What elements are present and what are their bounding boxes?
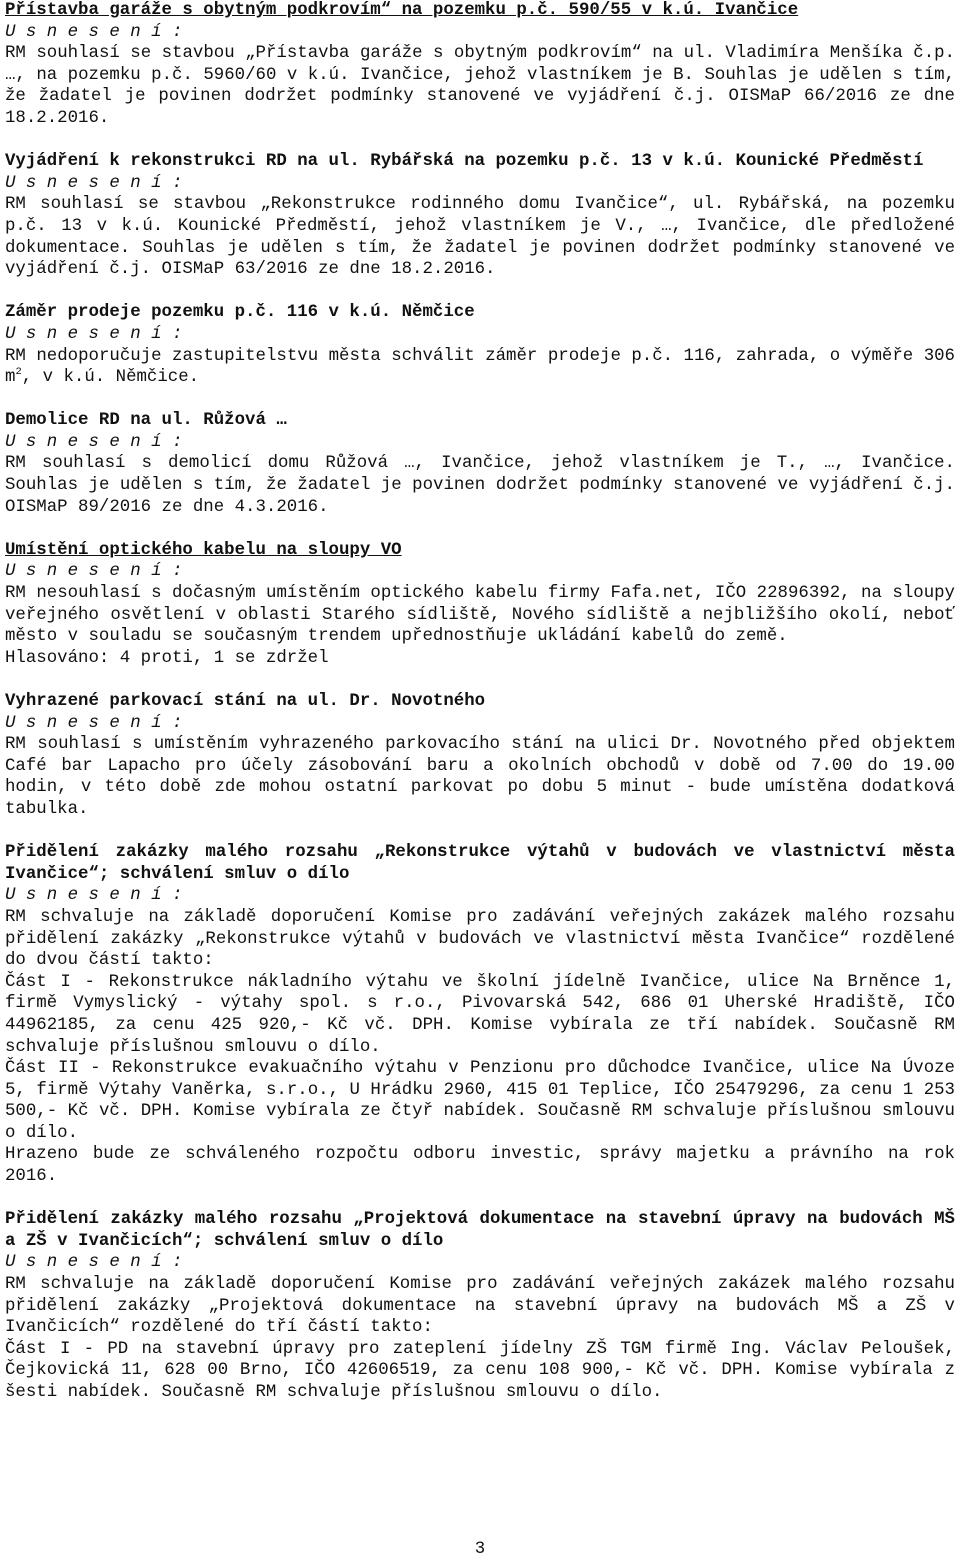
section-heading: Přidělení zakázky malého rozsahu „Projektová dokumentace na stavební úpravy na budovách MŠ a ZŠ v Ivančicích“; schválení smluv o dílo (5, 1210, 955, 1251)
section-elevators-contract (5, 842, 955, 1188)
vote-result: Hlasováno: 4 proti, 1 se zdržel (5, 648, 329, 668)
resolution-label: U s n e s e n í : (5, 562, 183, 582)
resolution-text-main: RM nedoporučuje zastupitelstvu města schválit záměr prodeje p.č. 116, zahrada, o výměře 306 m (5, 346, 955, 388)
section-heading: Vyhrazené parkovací stání na ul. Dr. Novotného (5, 692, 486, 711)
resolution-text: RM schvaluje na základě doporučení Komise pro zadávání veřejných zakázek malého rozsahu přidělení zakázky „Projektová dokumentace na stavební úpravy na budovách MŠ a ZŠ v Ivančicích“ rozdělené do tří částí takto: (5, 1275, 955, 1338)
resolution-text: RM souhlasí s umístěním vyhrazeného parkovacího stání na ulici Dr. Novotného před objektem Café bar Lapacho pro účely zásobování baru a okolních obchodů v době od 7.00 do 19.00 hodin, v této době zde mohou ostatní parkovat po dobu 5 minut - bude umístěna dodatková tabulka. (5, 735, 955, 819)
resolution-text: RM souhlasí se stavbou „Rekonstrukce rodinného domu Ivančice“, ul. Rybářská, na pozemku p.č. 13 v k.ú. Kounické Předměstí, jehož vlastníkem je V., …, Ivančice, dle předložené dokumentace. Souhlas je udělen s tím, že žadatel je povinen dodržet podmínky stanovené ve vyjádření č.j. OISMaP 63/2016 ze dne 18.2.2016. (5, 195, 955, 280)
resolution-text: RM schvaluje na základě doporučení Komise pro zadávání veřejných zakázek malého rozsahu přidělení zakázky „Rekonstrukce výtahů v budovách ve vlastnictví města Ivančice“ rozdělené do dvou částí takto: (5, 907, 955, 971)
resolution-label: U s n e s e n í : (5, 22, 183, 42)
resolution-label: U s n e s e n í : (5, 886, 183, 906)
section-optical-cable (5, 540, 955, 670)
section-demolition (5, 410, 955, 518)
resolution-label: U s n e s e n í : (5, 713, 183, 733)
resolution-text: RM souhlasí s demolicí domu Růžová …, Ivančice, jehož vlastníkem je T., …, Ivančice. Souhlas je udělen s tím, že žadatel je povinen dodržet podmínky stanovené ve vyjádření č.j. OISMaP 89/2016 ze dne 4.3.2016. (5, 454, 955, 517)
section-heading: Umístění optického kabelu na sloupy VO (5, 540, 402, 560)
section-heading: Vyjádření k rekonstrukci RD na ul. Rybářská na pozemku p.č. 13 v k.ú. Kounické Předměstí (5, 152, 924, 172)
resolution-label: U s n e s e n í : (5, 173, 183, 193)
resolution-label: U s n e s e n í : (5, 432, 183, 452)
contract-part-1: Část I - Rekonstrukce nákladního výtahu ve školní jídelně Ivančice, ulice Na Brněnce 1, firmě Vymyslický - výtahy spol. s r.o., Pivovarská 542, 686 01 Uherské Hradiště, IČO 44962185, za cenu 425 920,- Kč vč. DPH. Komise vybírala ze tří nabídek. Současně RM schvaluje příslušnou smlouvu o dílo. (5, 972, 955, 1057)
contract-part-1: Část I - PD na stavební úpravy pro zateplení jídelny ZŠ TGM firmě Ing. Václav Peloušek, Čejkovická 11, 628 00 Brno, IČO 42606519, za cenu 108 900,- Kč vč. DPH. Komise vybírala z šesti nabídek. Současně RM schvaluje příslušnou smlouvu o dílo. (5, 1339, 955, 1402)
resolution-text: RM nesouhlasí s dočasným umístěním optického kabelu firmy Fafa.net, IČO 22896392, na sloupy veřejného osvětlení v oblasti Starého sídliště, Nového sídliště a nejbližšího okolí, neboť město v souladu se současným trendem upřednostňuje ukládání kabelů do země. (5, 584, 955, 647)
section-heading: Demolice RD na ul. Růžová … (5, 411, 287, 431)
section-parking (5, 691, 955, 821)
resolution-label: U s n e s e n í : (5, 324, 183, 344)
document-page (5, 0, 955, 1425)
funding-note: Hrazeno bude ze schváleného rozpočtu odboru investic, správy majetku a právního na rok 2016. (5, 1145, 955, 1187)
resolution-text: RM souhlasí se stavbou „Přístavba garáže s obytným podkrovím“ na ul. Vladimíra Menšíka č.p. …, na pozemku p.č. 5960/60 v k.ú. Ivančice, jehož vlastníkem je B. Souhlas je udělen s tím, že žadatel je povinen dodržet podmínky stanovené ve vyjádření č.j. OISMaP 66/2016 ze dne 18.2.2016. (5, 44, 955, 128)
section-rybarska-reconstruction (5, 151, 955, 281)
section-garage-extension (5, 0, 955, 130)
section-land-sale (5, 302, 955, 388)
section-project-documentation (5, 1209, 955, 1403)
section-heading: Přístavba garáže s obytným podkrovím“ na pozemku p.č. 590/55 v k.ú. Ivančice (5, 1, 799, 20)
resolution-text-tail: , v k.ú. Němčice. (21, 368, 200, 388)
section-heading: Záměr prodeje pozemku p.č. 116 v k.ú. Němčice (5, 303, 475, 323)
section-heading: Přidělení zakázky malého rozsahu „Rekonstrukce výtahů v budovách ve vlastnictví města Ivančice“; schválení smluv o dílo (5, 843, 955, 884)
contract-part-2: Část II - Rekonstrukce evakuačního výtahu v Penzionu pro důchodce Ivančice, ulice Na Úvoze 5, firmě Výtahy Vaněrka, s.r.o., U Hrádku 2960, 415 01 Teplice, IČO 25479296, za cenu 1 253 500,- Kč vč. DPH. Komise vybírala ze čtyř nabídek. Současně RM schvaluje příslušnou smlouvu o dílo. (5, 1059, 955, 1143)
resolution-text (5, 346, 955, 389)
resolution-label: U s n e s e n í : (5, 1253, 183, 1273)
superscript: 2 (15, 366, 22, 379)
page-number: 3 (474, 1540, 486, 1559)
